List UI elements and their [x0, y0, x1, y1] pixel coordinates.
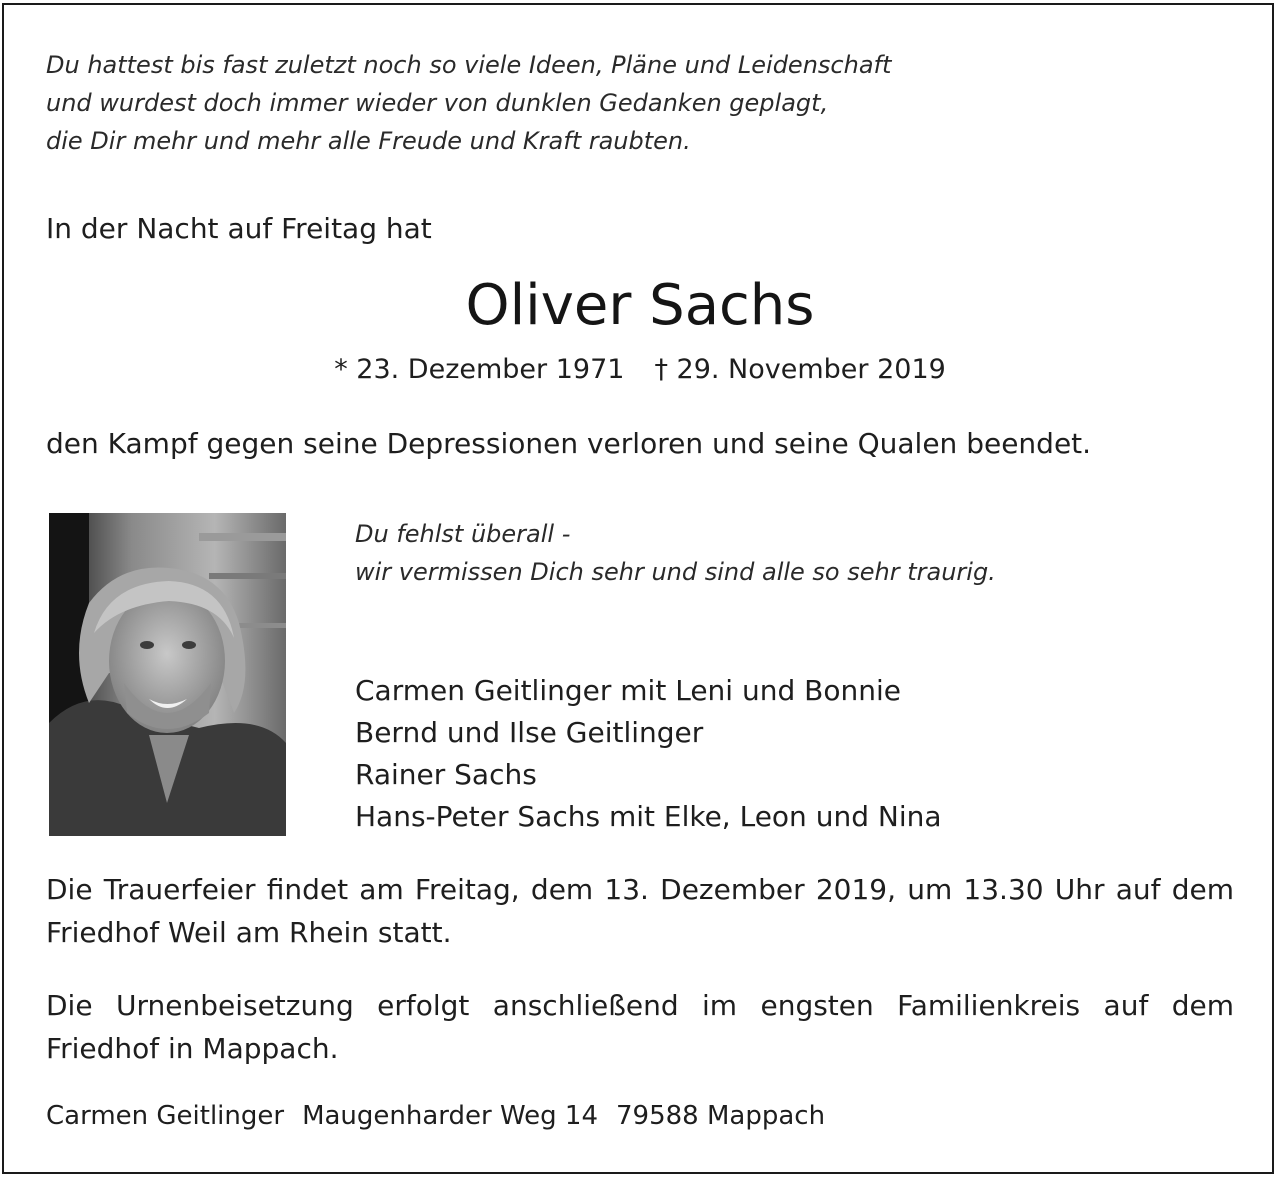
- outcome-text: den Kampf gegen seine Depressionen verloren und seine Qualen beendet.: [46, 427, 1092, 460]
- life-dates: [0, 350, 1280, 390]
- address-city: 79588 Mappach: [616, 1101, 826, 1131]
- intro-line: Du hattest bis fast zuletzt noch so viele Ideen, Pläne und Leidenschaft: [46, 51, 892, 79]
- mourner-entry: Rainer Sachs: [355, 758, 537, 791]
- mourner-entry: Hans-Peter Sachs mit Elke, Leon und Nina: [355, 800, 942, 833]
- birth-date: * 23. Dezember 1971: [334, 354, 625, 385]
- intro-line: und wurdest doch immer wieder von dunklen Gedanken geplagt,: [46, 89, 829, 117]
- burial-info: Die Urnenbeisetzung erfolgt anschließend im engsten Familienkreis auf dem Friedhof in Mappach.: [46, 989, 1234, 1065]
- verse-line: wir vermissen Dich sehr und sind alle so sehr traurig.: [355, 558, 996, 586]
- deceased-name: Oliver Sachs: [465, 273, 815, 338]
- address-name: Carmen Geitlinger: [46, 1101, 285, 1131]
- verse-line: Du fehlst überall -: [355, 520, 571, 548]
- lead-text: In der Nacht auf Freitag hat: [46, 212, 432, 245]
- address-street: Maugenharder Weg 14: [302, 1101, 599, 1131]
- mourner-entry: Bernd und Ilse Geitlinger: [355, 716, 704, 749]
- intro-line: die Dir mehr und mehr alle Freude und Kraft raubten.: [46, 127, 691, 155]
- mourner-entry: Carmen Geitlinger mit Leni und Bonnie: [355, 674, 901, 707]
- intro-poem: [46, 46, 891, 160]
- portrait-photo: [49, 513, 286, 836]
- verse: [355, 515, 996, 591]
- mourners-list: [355, 670, 942, 838]
- contact-address: [46, 1096, 825, 1136]
- death-date: † 29. November 2019: [654, 354, 946, 385]
- funeral-info: Die Trauerfeier findet am Freitag, dem 13. Dezember 2019, um 13.30 Uhr auf dem Friedhof Weil am Rhein statt.: [46, 873, 1234, 949]
